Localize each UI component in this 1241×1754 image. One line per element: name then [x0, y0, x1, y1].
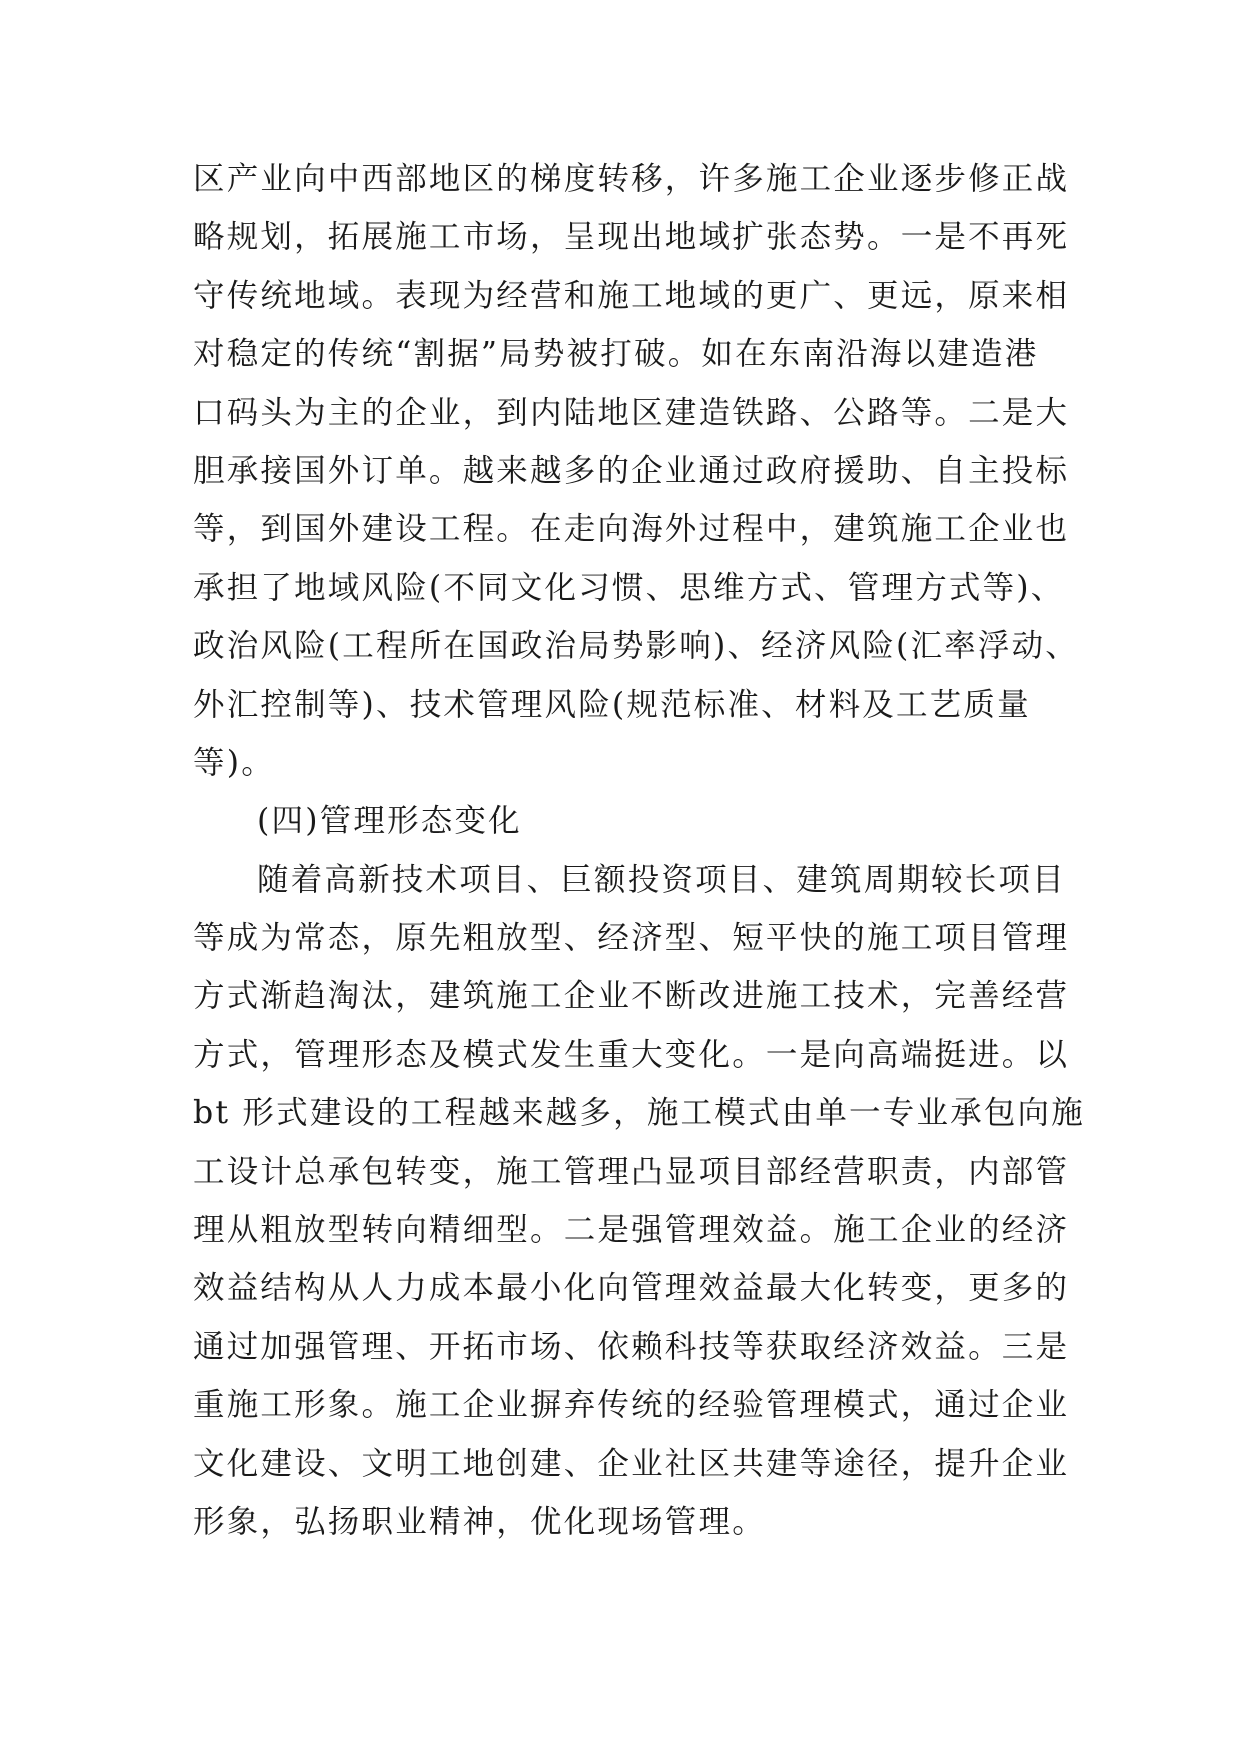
- section-heading: (四)管理形态变化: [257, 803, 522, 840]
- text-line: 形象，弘扬职业精神，优化现场管理。: [193, 1503, 766, 1540]
- text-line: 效益结构从人力成本最小化向管理效益最大化转变，更多的: [193, 1270, 1070, 1307]
- text-line: 口码头为主的企业，到内陆地区建造铁路、公路等。二是大: [193, 394, 1070, 431]
- text-line: 等，到国外建设工程。在走向海外过程中，建筑施工企业也: [193, 511, 1070, 548]
- text-line: 略规划，拓展施工市场，呈现出地域扩张态势。一是不再死: [193, 219, 1070, 256]
- document-body: [193, 150, 1085, 1551]
- text-line: 对稳定的传统“割据”局势被打破。如在东南沿海以建造港: [193, 336, 1039, 373]
- paragraph-1: [193, 150, 1079, 792]
- text-line: 重施工形象。施工企业摒弃传统的经验管理模式，通过企业: [193, 1387, 1070, 1424]
- text-line: 方式渐趋淘汰，建筑施工企业不断改进施工技术，完善经营: [193, 978, 1070, 1015]
- text-line: 外汇控制等)、技术管理风险(规范标准、材料及工艺质量: [193, 686, 1031, 723]
- text-line: 胆承接国外订单。越来越多的企业通过政府援助、自主投标: [193, 452, 1070, 489]
- text-line: 理从粗放型转向精细型。二是强管理效益。施工企业的经济: [193, 1212, 1070, 1249]
- paragraph-2: [193, 851, 1085, 1552]
- text-line: 承担了地域风险(不同文化习惯、思维方式、管理方式等)、: [193, 569, 1065, 606]
- text-line: 等成为常态，原先粗放型、经济型、短平快的施工项目管理: [193, 920, 1070, 957]
- text-line: bt 形式建设的工程越来越多，施工模式由单一专业承包向施: [193, 1095, 1085, 1132]
- text-line: 等)。: [193, 744, 275, 781]
- text-line: 政治风险(工程所在国政治局势影响)、经济风险(汇率浮动、: [193, 628, 1079, 665]
- text-line: 随着高新技术项目、巨额投资项目、建筑周期较长项目: [257, 861, 1066, 898]
- text-line: 区产业向中西部地区的梯度转移，许多施工企业逐步修正战: [193, 161, 1070, 197]
- text-line: 工设计总承包转变，施工管理凸显项目部经营职责，内部管: [193, 1153, 1070, 1190]
- text-line: 守传统地域。表现为经营和施工地域的更广、更远，原来相: [193, 277, 1070, 314]
- text-line: 方式，管理形态及模式发生重大变化。一是向高端挺进。以: [193, 1036, 1070, 1073]
- text-line: 文化建设、文明工地创建、企业社区共建等途径，提升企业: [193, 1445, 1070, 1482]
- text-line: 通过加强管理、开拓市场、依赖科技等获取经济效益。三是: [193, 1328, 1070, 1365]
